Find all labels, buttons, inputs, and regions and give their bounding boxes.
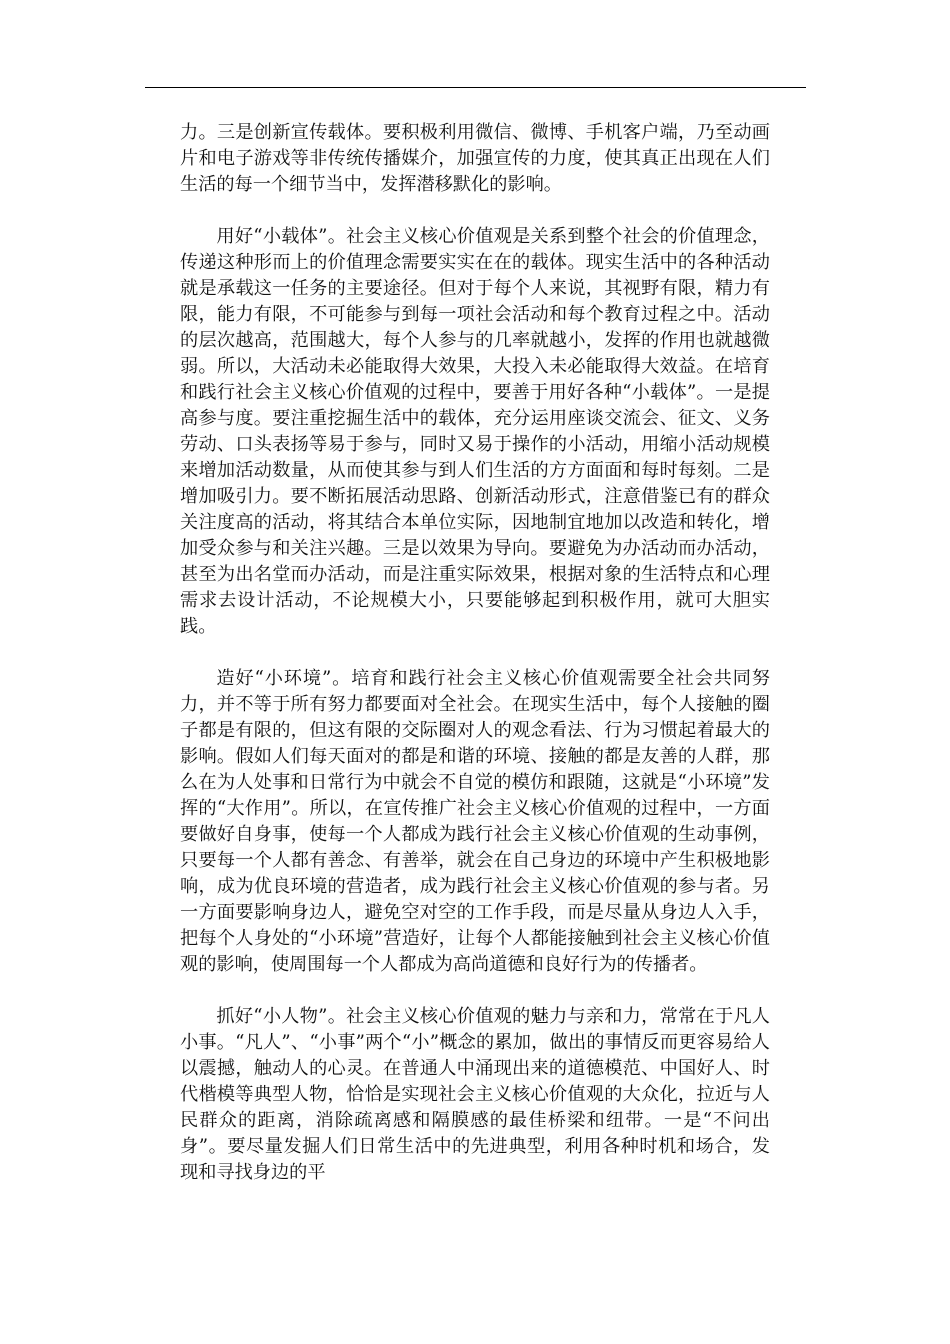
paragraph-1: 力。三是创新宣传载体。要积极利用微信、微博、手机客户端，乃至动画片和电子游戏等非传统传播媒介，加强宣传的力度，使其真正出现在人们生活的每一个细节当中，发挥潜移默化的影响。 — [180, 122, 770, 195]
paragraph-4: 抓好“小人物”。社会主义核心价值观的魅力与亲和力，常常在于凡人小事。“凡人”、“小事”两个“小”概念的累加，做出的事情反而更容易给人以震撼，触动人的心灵。在普通人中涌现出来的道德模范、中国好人、时代楷模等典型人物，恰恰是实现社会主义核心价值观的大众化，拉近与人民群众的距离，消除疏离感和隔膜感的最佳桥梁和纽带。一是“不问出身”。要尽量发掘人们日常生活中的先进典型，利用各种时机和场合，发现和寻找身边的平 — [180, 1006, 770, 1183]
document-body — [180, 120, 770, 1212]
header-rule — [145, 87, 806, 88]
paragraph-3: 造好“小环境”。培育和践行社会主义核心价值观需要全社会共同努力，并不等于所有努力都要面对全社会。在现实生活中，每个人接触的圈子都是有限的，但这有限的交际圈对人的观念看法、行为习惯起着最大的影响。假如人们每天面对的都是和谐的环境、接触的都是友善的人群，那么在为人处事和日常行为中就会不自觉的模仿和跟随，这就是“小环境”发挥的“大作用”。所以，在宣传推广社会主义核心价值观的过程中，一方面要做好自身事，使每一个人都成为践行社会主义核心价值观的生动事例，只要每一个人都有善念、有善举，就会在自己身边的环境中产生积极地影响，成为优良环境的营造者，成为践行社会主义核心价值观的参与者。另一方面要影响身边人，避免空对空的工作手段，而是尽量从身边人入手，把每个人身处的“小环境”营造好，让每个人都能接触到社会主义核心价值观的影响，使周围每一个人都成为高尚道德和良好行为的传播者。 — [180, 668, 770, 975]
paragraph-2: 用好“小载体”。社会主义核心价值观是关系到整个社会的价值理念，传递这种形而上的价值理念需要实实在在的载体。现实生活中的各种活动就是承载这一任务的主要途径。但对于每个人来说，其视野有限，精力有限，能力有限，不可能参与到每一项社会活动和每个教育过程之中。活动的层次越高，范围越大，每个人参与的几率就越小，发挥的作用也就越微弱。所以，大活动未必能取得大效果，大投入未必能取得大效益。在培育和践行社会主义核心价值观的过程中，要善于用好各种“小载体”。一是提高参与度。要注重挖掘生活中的载体，充分运用座谈交流会、征文、义务劳动、口头表扬等易于参与，同时又易于操作的小活动，用缩小活动规模来增加活动数量，从而使其参与到人们生活的方方面面和每时每刻。二是增加吸引力。要不断拓展活动思路、创新活动形式，注意借鉴已有的群众关注度高的活动，将其结合本单位实际，因地制宜地加以改造和转化，增加受众参与和关注兴趣。三是以效果为导向。要避免为办活动而办活动，甚至为出名堂而办活动，而是注重实际效果，根据对象的生活特点和心理需求去设计活动，不论规模大小，只要能够起到积极作用，就可大胆实践。 — [180, 226, 770, 637]
